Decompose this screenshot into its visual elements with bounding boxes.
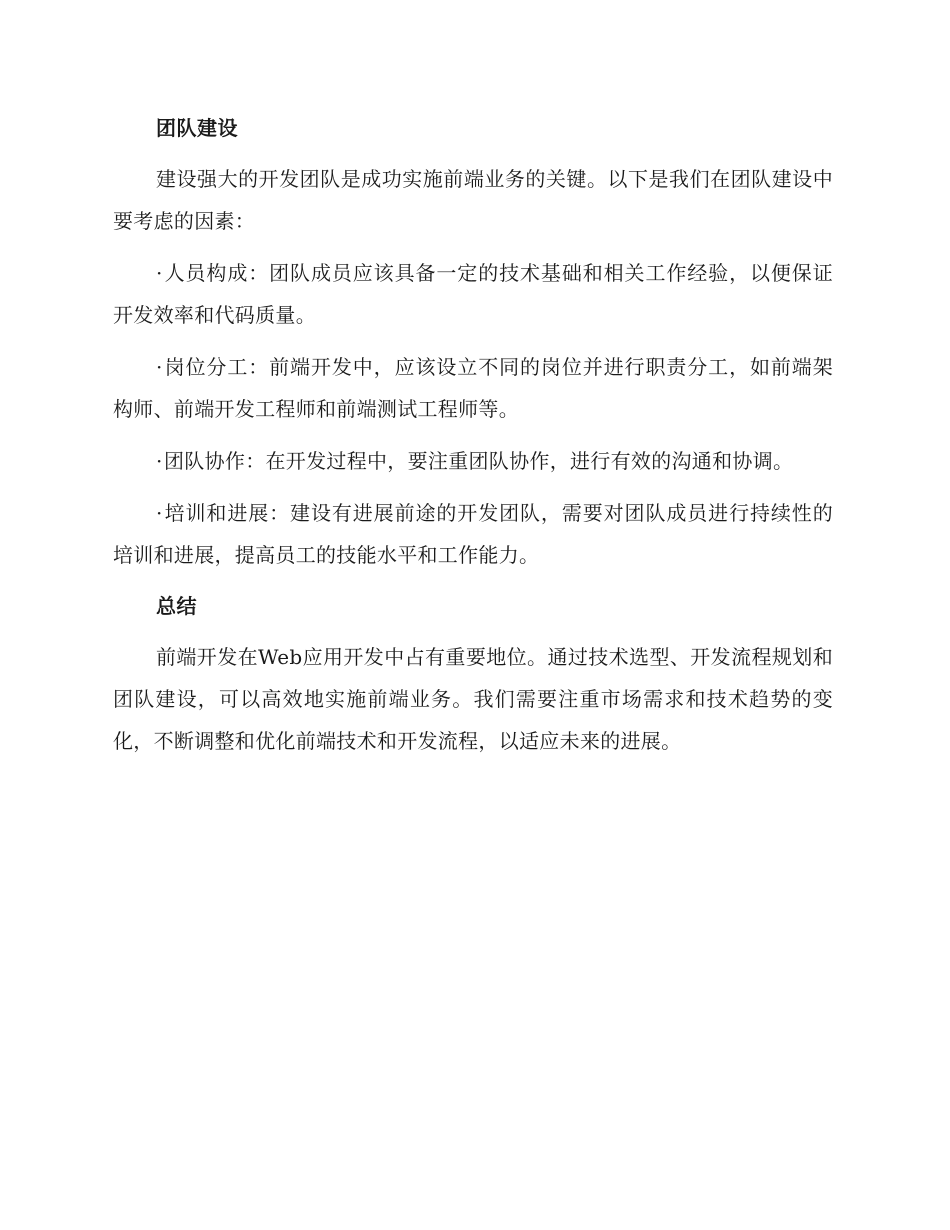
document-content bbox=[113, 108, 833, 772]
bullet-item bbox=[113, 440, 833, 482]
bullet-item bbox=[113, 346, 833, 430]
summary-body: 前端开发在Web应用开发中占有重要地位。通过技术选型、开发流程规划和团队建设，可以高效地实施前端业务。我们需要注重市场需求和技术趋势的变化，不断调整和优化前端技术和开发流程，以适应未来的进展。 bbox=[113, 645, 833, 753]
bullet-item bbox=[113, 252, 833, 336]
bullet-text: 培训和进展：建设有进展前途的开发团队，需要对团队成员进行持续性的培训和进展，提高员工的技能水平和工作能力。 bbox=[113, 501, 833, 567]
bullet-text: 团队协作：在开发过程中，要注重团队协作，进行有效的沟通和协调。 bbox=[164, 449, 794, 473]
section-heading-summary: 总结 bbox=[156, 594, 197, 618]
bullet-symbol: · bbox=[156, 355, 163, 379]
bullet-text: 人员构成：团队成员应该具备一定的技术基础和相关工作经验，以便保证开发效率和代码质量。 bbox=[113, 261, 833, 327]
bullet-item bbox=[113, 492, 833, 576]
bullet-symbol: · bbox=[156, 261, 163, 285]
bullet-text: 岗位分工：前端开发中，应该设立不同的岗位并进行职责分工，如前端架构师、前端开发工程师和前端测试工程师等。 bbox=[113, 355, 833, 421]
team-building-intro: 建设强大的开发团队是成功实施前端业务的关键。以下是我们在团队建设中要考虑的因素： bbox=[113, 167, 833, 233]
bullet-symbol: · bbox=[156, 501, 163, 525]
bullet-symbol: · bbox=[156, 449, 163, 473]
section-heading-team-building: 团队建设 bbox=[156, 116, 238, 140]
